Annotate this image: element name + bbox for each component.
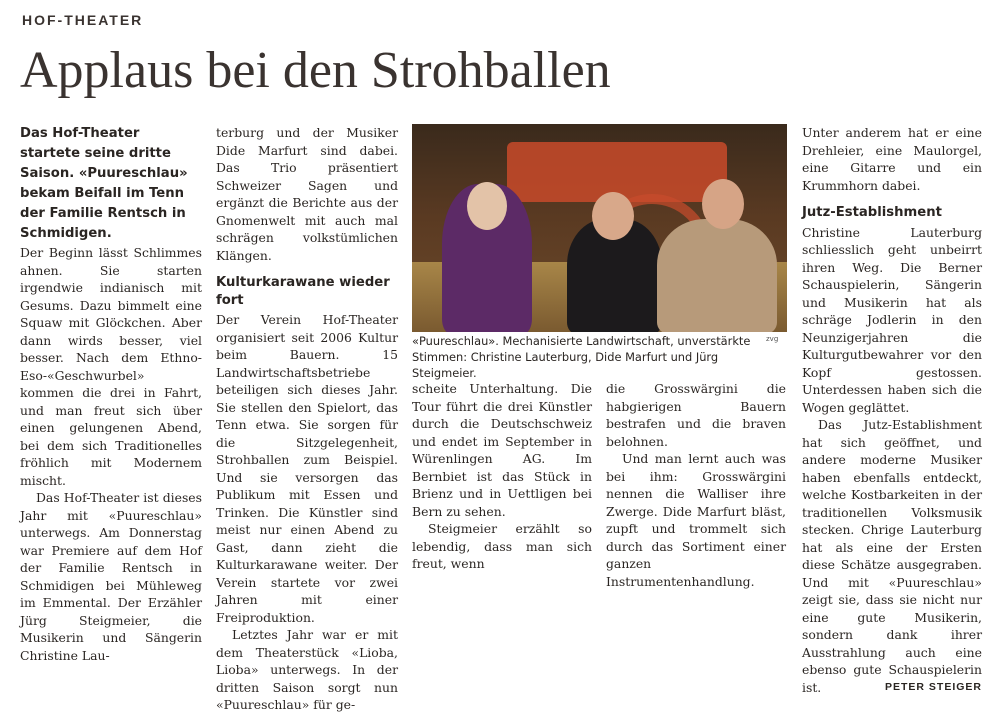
paragraph: scheite Unterhaltung. Die Tour führt die drei Künstler durch die Deutschschweiz und endet im September in Würenlingen AG. Im Bernbiet ist das Stück in Brienz und in Uettligen bei Bern zu sehen. [412, 381, 592, 519]
paragraph: Der Beginn lässt Schlimmes ahnen. Sie starten irgendwie indianisch mit Gesums. Dazu bimmelt eine Squaw mit Glöckchen. Aber dann wirds besser, viel besser. Nach dem Ethno-Eso-«Geschwurbel» kommen die drei in Fahrt, und man freut sich über einen gelungenen Abend, bei dem sich Traditionelles fröhlich mit Modernem mischt. [20, 245, 202, 488]
paragraph: Unter anderem hat er eine Drehleier, eine Maulorgel, eine Gitarre und ein Krummhorn dabei. [802, 125, 982, 193]
paragraph: Das Hof-Theater ist dieses Jahr mit «Puureschlau» unterwegs. Am Donnerstag war Premiere auf dem Hof der Familie Rentsch in Schmidigen bei Mühleweg im Emmental. Der Erzähler Jürg Steigmeier, die Musikerin und Sängerin Christine Lau- [20, 490, 202, 663]
photo-credit: zvg [766, 335, 779, 343]
paragraph-text: Das Jutz-Establishment hat sich geöffnet, und andere moderne Musiker haben ebenfalls entdeckt, welche Kostbarkeiten in der traditionellen Volksmusik stecken. Chrige Lauterburg hat als eine der Ersten diese Schätze ausgegraben. Und mit «Puureschlau» zeigt sie, dass sie nicht nur eine gute Musikerin, sondern dank ihrer Ausstrahlung auch eine ebenso gute Schauspielerin ist. [802, 417, 982, 695]
paragraph [802, 416, 982, 696]
section-label: HOF-THEATER [22, 12, 144, 28]
paragraph: terburg und der Musiker Dide Marfurt sind dabei. Das Trio präsentiert Schweizer Sagen und ergänzt die Berichte aus der Gnomenwelt mit auch mal schrägen volkstümlichen Klängen. [216, 125, 398, 263]
subheading: Kulturkarawane wieder fort [216, 275, 390, 308]
photo-caption: «Puureschlau». Mechanisierte Landwirtschaft, unverstärkte Stimmen: Christine Lauterburg, Dide Marfurt und Jürg Steigmeier. [412, 334, 751, 380]
performer-head [592, 192, 634, 240]
paragraph: Christine Lauterburg schliesslich geht unbeirrt ihren Weg. Die Berner Schauspielerin, Sängerin und Musikerin hat als schräge Jodlerin in den Neunzigerjahren die Kulturgutbewahrer vor den Kopf gestossen. Unterdessen haben sich die Wogen geglättet. [802, 224, 982, 415]
paragraph: Steigmeier erzählt so lebendig, dass man sich freut, wenn [412, 521, 592, 571]
column-5 [802, 124, 982, 696]
article-photo [412, 124, 787, 332]
subheading: Jutz-Establishment [802, 205, 942, 220]
headline: Applaus bei den Strohballen [20, 42, 611, 99]
performer-figure [657, 219, 777, 332]
byline: PETER STEIGER [884, 680, 982, 693]
performer-head [467, 182, 507, 230]
paragraph: die Grosswärgini die habgierigen Bauern bestrafen und die braven belohnen. [606, 381, 786, 449]
column-1 [20, 124, 202, 664]
column-2 [216, 124, 398, 714]
paragraph: Letztes Jahr war er mit dem Theaterstück «Lioba, Lioba» unterwegs. In der dritten Saison sorgt nun «Puureschlau» für ge- [216, 627, 398, 712]
lead-text: Das Hof-Theater startete seine dritte Saison. «Puureschlau» bekam Beifall im Tenn der Familie Rentsch in Schmidigen. [20, 126, 188, 241]
paragraph: Der Verein Hof-Theater organisiert seit 2006 Kultur beim Bauern. 15 Landwirtschaftsbetriebe beteiligen sich dieses Jahr. Sie stellen den Spielort, das Tenn etwa. Sie sorgen für die Sitzgelegenheit, Strohballen zum Beispiel. Und sie versorgen das Publikum mit Essen und Trinken. Die Künstler sind meist nur einen Abend zu Gast, dann zieht die Kulturkarawane weiter. Der Verein startete vor zwei Jahren mit einer Freiproduktion. [216, 312, 398, 625]
paragraph: Und man lernt auch was bei ihm: Grosswärgini nennen die Walliser ihre Zwerge. Dide Marfurt bläst, zupft und trommelt sich durch das Sortiment einer ganzen Instrumentenhandlung. [606, 451, 786, 589]
performer-head [702, 179, 744, 229]
column-3 [412, 380, 592, 573]
column-4 [606, 380, 786, 590]
